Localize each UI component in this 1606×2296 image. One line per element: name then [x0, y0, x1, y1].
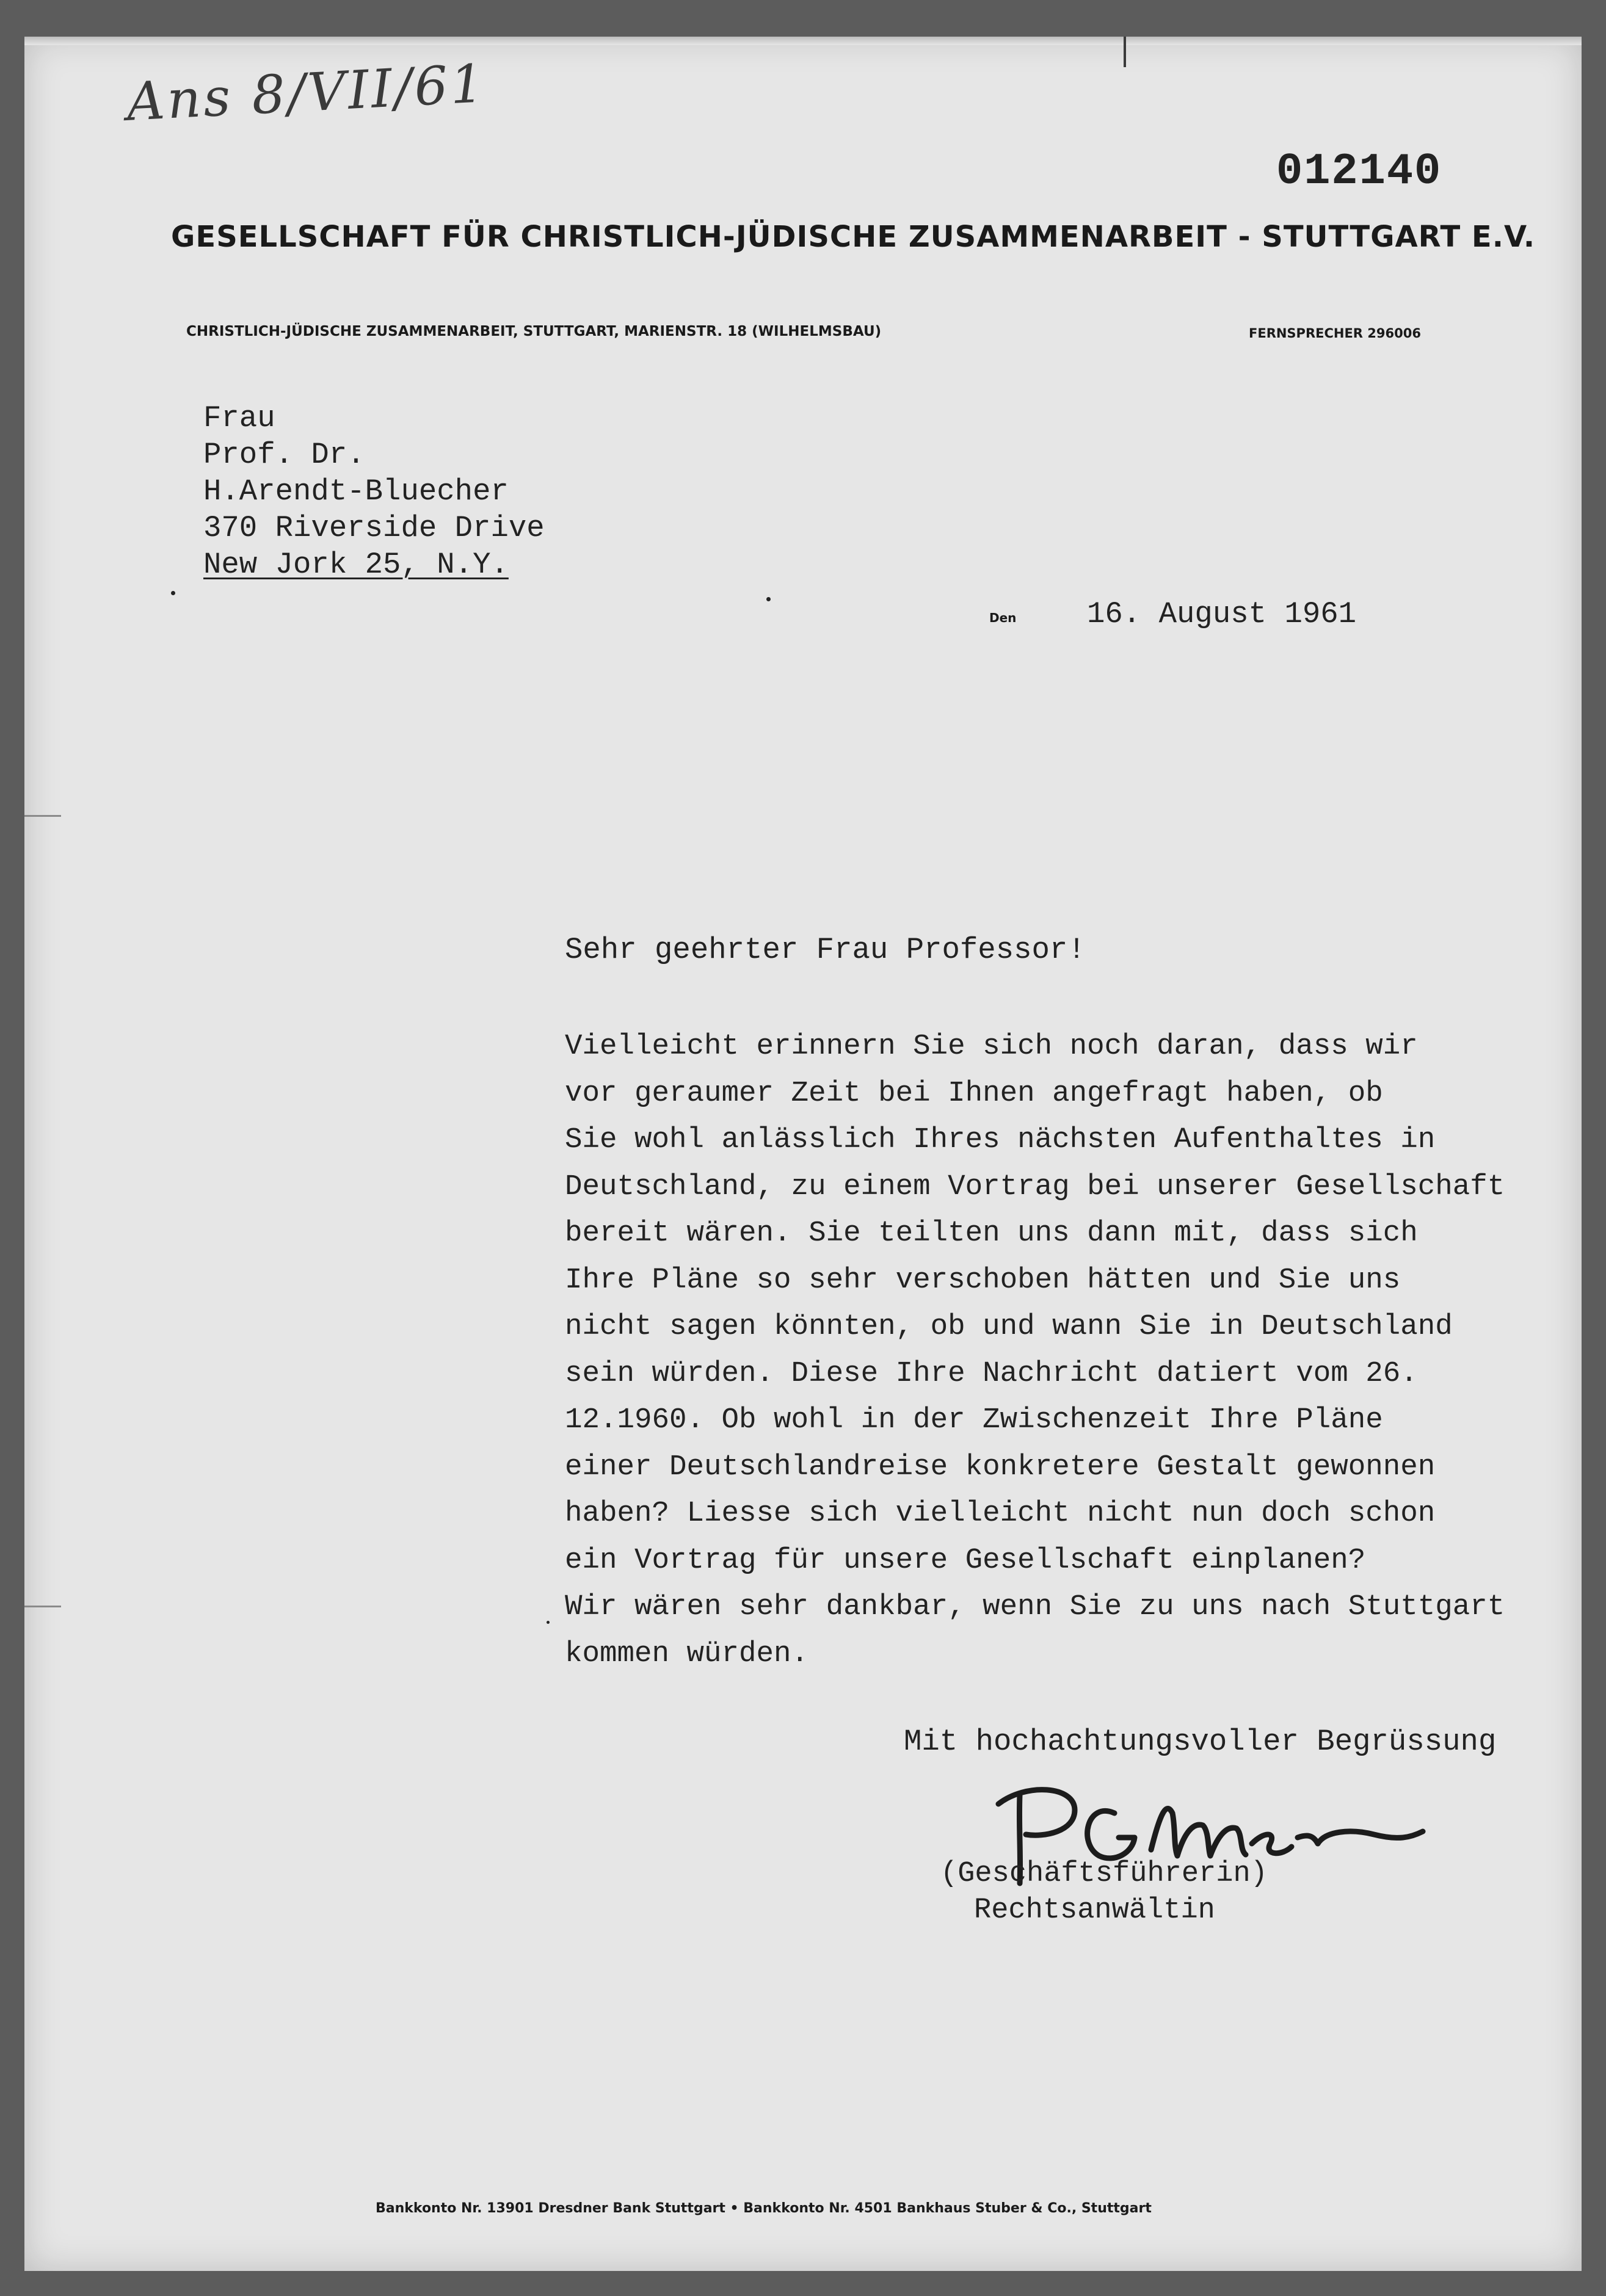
letter-sheet — [24, 37, 1582, 2271]
letterhead-organization: GESELLSCHAFT FÜR CHRISTLICH-JÜDISCHE ZUSAMMENARBEIT - STUTTGART E.V. — [171, 220, 1536, 254]
letterhead-phone: FERNSPRECHER 296006 — [1249, 326, 1421, 341]
recipient-line: 370 Riverside Drive — [203, 511, 545, 545]
signer-title: Rechtsanwältin — [974, 1894, 1215, 1927]
body-line: vor geraumer Zeit bei Ihnen angefragt haben, ob — [565, 1076, 1383, 1110]
recipient-line: Prof. Dr. — [203, 438, 365, 472]
recipient-line: H.Arendt-Bluecher — [203, 474, 509, 509]
body-line: bereit wären. Sie teilten uns dann mit, dass sich — [565, 1217, 1418, 1250]
typed-dot — [171, 591, 175, 595]
body-line: nicht sagen könnten, ob und wann Sie in Deutschland — [565, 1310, 1453, 1343]
fold-mark-lower — [24, 1606, 61, 1607]
sheet-top-edge — [24, 37, 1582, 45]
letterhead-address: CHRISTLICH-JÜDISCHE ZUSAMMENARBEIT, STUTTGART, MARIENSTR. 18 (WILHELMSBAU) — [186, 324, 882, 339]
body-line: Vielleicht erinnern Sie sich noch daran, dass wir — [565, 1030, 1418, 1063]
letter-date: 16. August 1961 — [1087, 597, 1357, 631]
date-label: Den — [989, 610, 1017, 625]
signer-block — [940, 1856, 1268, 1929]
recipient-address-block — [203, 400, 545, 583]
margin-tick-mark — [1124, 37, 1126, 67]
salutation: Sehr geehrter Frau Professor! — [565, 933, 1086, 967]
handwritten-archive-note: Ans 8/VII/61 — [125, 53, 488, 133]
body-line: kommen würden. — [565, 1637, 809, 1670]
body-line: haben? Liesse sich vielleicht nicht nun doch schon — [565, 1497, 1436, 1530]
signer-role: (Geschäftsführerin) — [940, 1858, 1268, 1890]
fold-mark-upper — [24, 815, 61, 817]
body-line: ein Vortrag für unsere Gesellschaft einplanen? — [565, 1543, 1366, 1577]
typed-dot — [547, 1621, 550, 1624]
recipient-city: New Jork 25, N.Y. — [203, 548, 509, 582]
document-number: 012140 — [1276, 147, 1442, 197]
body-line: sein würden. Diese Ihre Nachricht datiert vom 26. — [565, 1356, 1418, 1390]
typed-dot — [766, 597, 771, 601]
recipient-line: Frau — [203, 401, 275, 435]
footer-bank-details: Bankkonto Nr. 13901 Dresdner Bank Stuttgart • Bankkonto Nr. 4501 Bankhaus Stuber & Co., Stuttgart — [376, 2201, 1152, 2216]
body-line: Deutschland, zu einem Vortrag bei unserer Gesellschaft — [565, 1170, 1505, 1203]
letter-body — [565, 1023, 1505, 1677]
body-line: einer Deutschlandreise konkretere Gestalt gewonnen — [565, 1450, 1436, 1483]
body-line: Ihre Pläne so sehr verschoben hätten und Sie uns — [565, 1263, 1401, 1297]
body-line: Wir wären sehr dankbar, wenn Sie zu uns nach Stuttgart — [565, 1590, 1505, 1623]
body-line: 12.1960. Ob wohl in der Zwischenzeit Ihre Pläne — [565, 1403, 1383, 1436]
closing-formula: Mit hochachtungsvoller Begrüssung — [904, 1725, 1497, 1759]
body-line: Sie wohl anlässlich Ihres nächsten Aufenthaltes in — [565, 1123, 1436, 1156]
